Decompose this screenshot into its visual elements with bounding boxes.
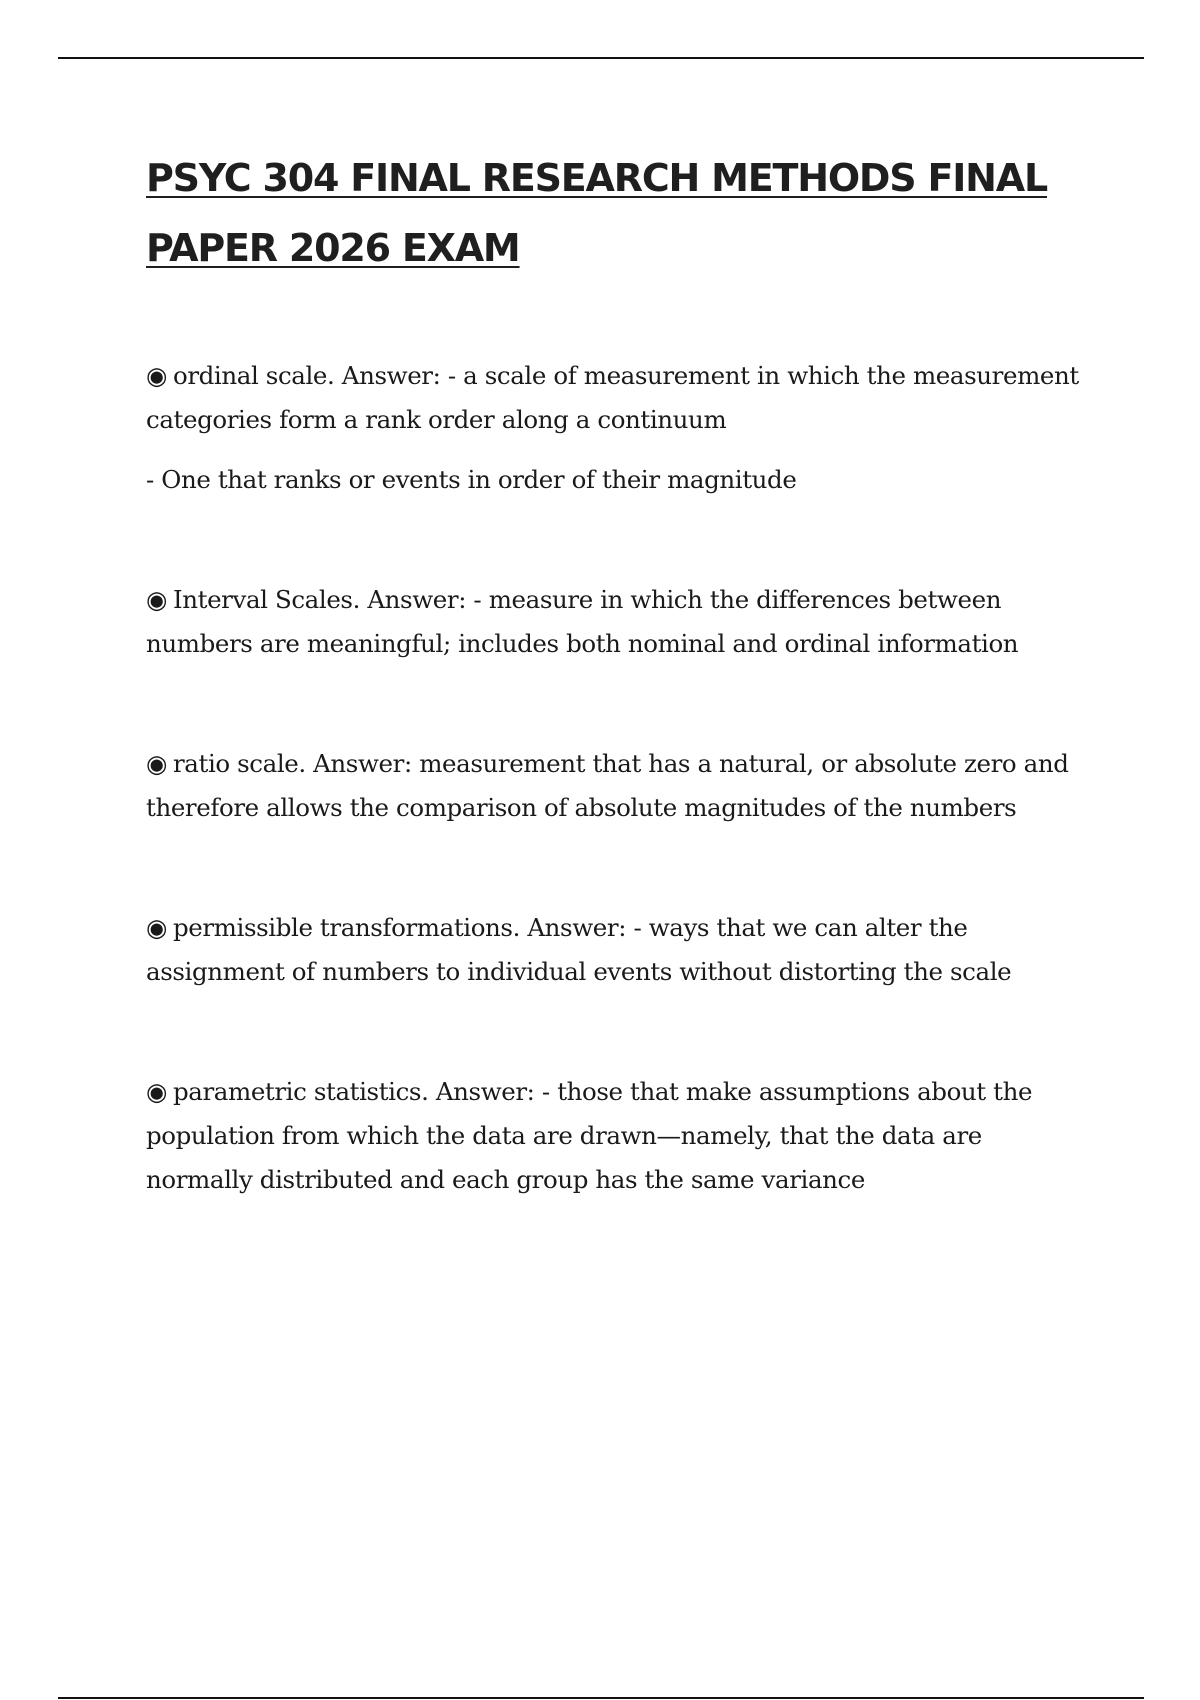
- qa-list: [146, 354, 1086, 1202]
- entry-text: Interval Scales. Answer: - measure in which the differences between numbers are meaningful; includes both nominal and ordinal information: [146, 585, 1019, 658]
- entry-text: ordinal scale. Answer: - a scale of measurement in which the measurement categories form a rank order along a continuum: [146, 361, 1079, 434]
- bullet-icon: ◉: [146, 913, 167, 942]
- bullet-icon: ◉: [146, 361, 167, 390]
- qa-entry-interval-scales: [146, 578, 1086, 666]
- bottom-rule: [58, 1697, 1144, 1699]
- entry-text: permissible transformations. Answer: - ways that we can alter the assignment of numbers to individual events without distorting the scale: [146, 913, 1012, 986]
- entry-extra-text: - One that ranks or events in order of their magnitude: [146, 465, 797, 494]
- qa-entry-parametric-statistics: [146, 1070, 1086, 1202]
- bullet-icon: ◉: [146, 1077, 167, 1106]
- qa-entry-permissible-transformations: [146, 906, 1086, 994]
- top-rule: [58, 57, 1144, 59]
- bullet-icon: ◉: [146, 585, 167, 614]
- qa-entry-ratio-scale: [146, 742, 1086, 830]
- entry-text: parametric statistics. Answer: - those that make assumptions about the population from which the data are drawn—namely, that the data are normally distributed and each group has the same variance: [146, 1077, 1033, 1194]
- qa-entry-ordinal-scale: [146, 354, 1086, 502]
- document-title: PSYC 304 FINAL RESEARCH METHODS FINAL PAPER 2026 EXAM: [146, 156, 1047, 270]
- entry-text: ratio scale. Answer: measurement that has a natural, or absolute zero and therefore allows the comparison of absolute magnitudes of the numbers: [146, 749, 1069, 822]
- bullet-icon: ◉: [146, 749, 167, 778]
